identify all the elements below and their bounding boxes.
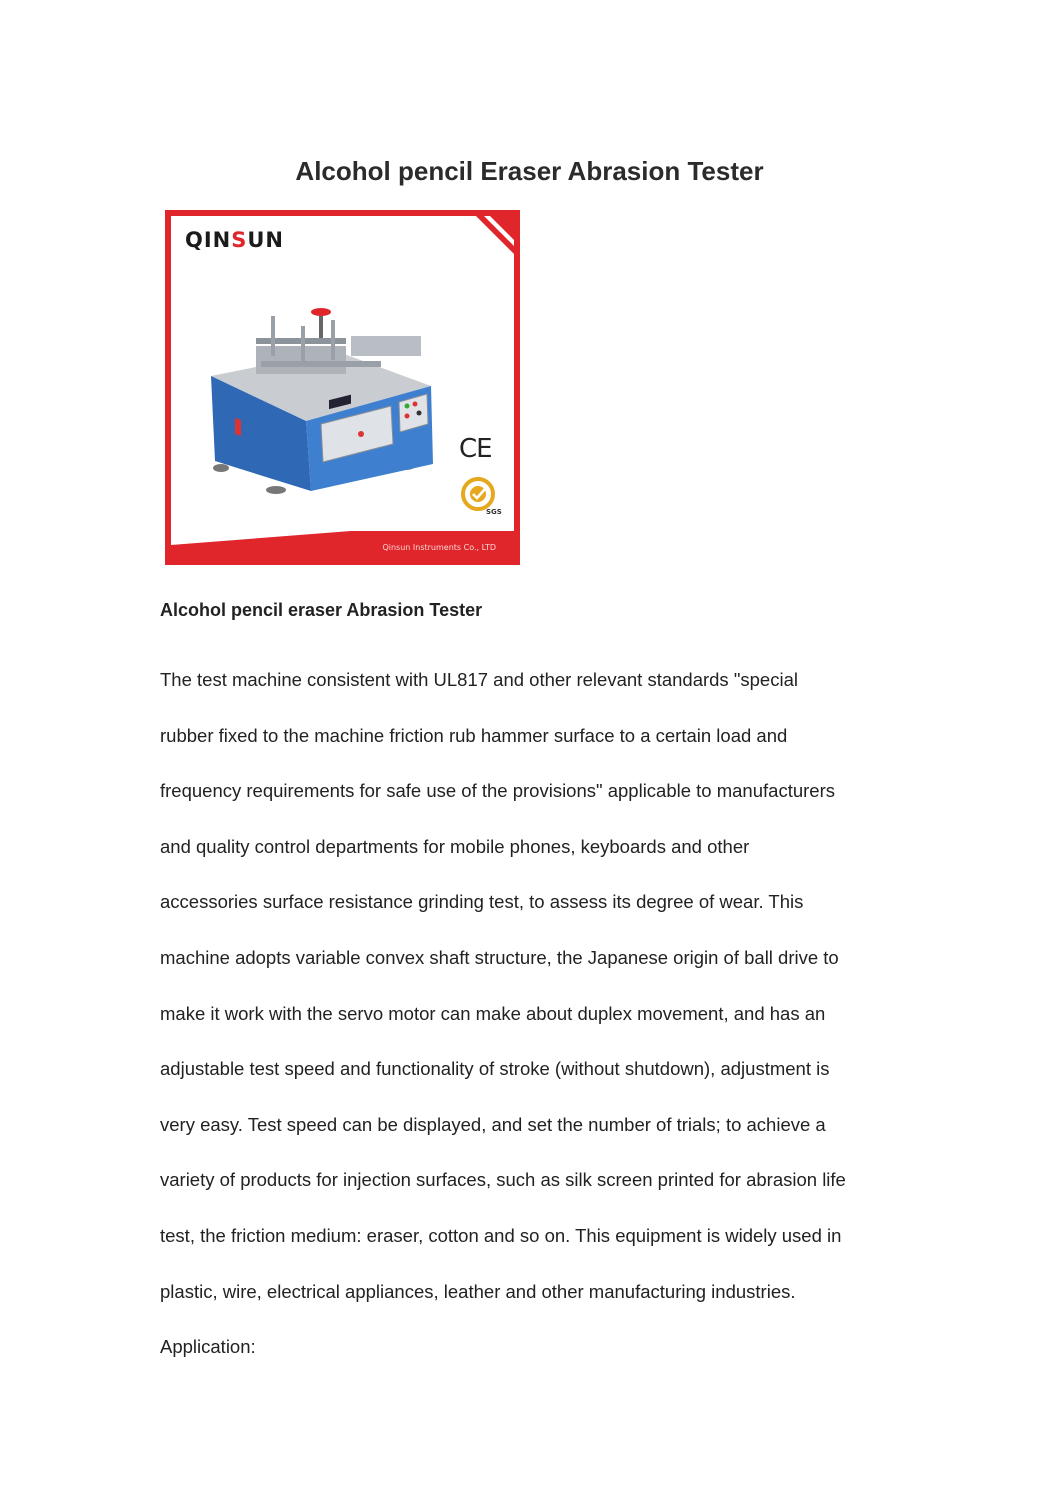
body-line: very easy. Test speed can be displayed, and set the number of trials; to achieve a [160, 1113, 826, 1135]
body-line: rubber fixed to the machine friction rub hammer surface to a certain load and [160, 724, 788, 746]
body-line: test, the friction medium: eraser, cotton and so on. This equipment is widely used in [160, 1224, 842, 1246]
body-line: accessories surface resistance grinding test, to assess its degree of wear. This [160, 891, 804, 913]
body-paragraph [160, 652, 920, 1375]
body-line: and quality control departments for mobile phones, keyboards and other [160, 835, 750, 857]
page-title: Alcohol pencil Eraser Abrasion Tester [295, 156, 764, 186]
sgs-badge-icon [458, 474, 502, 518]
section-heading: Alcohol pencil eraser Abrasion Tester [160, 600, 483, 620]
body-line: variety of products for injection surfaces, such as silk screen printed for abrasion life [160, 1169, 846, 1191]
brand-logo: QINSUN [185, 228, 285, 252]
ce-mark: CE [459, 434, 492, 464]
abrasion-tester-machine-illustration [201, 306, 441, 506]
svg-text:SGS: SGS [486, 508, 502, 516]
footer-company-name: Qinsun Instruments Co., LTD [382, 543, 496, 552]
corner-triangle-icon [470, 216, 514, 260]
body-line: The test machine consistent with UL817 and other relevant standards "special [160, 669, 798, 690]
body-line: adjustable test speed and functionality of stroke (without shutdown), adjustment is [160, 1058, 830, 1080]
product-image [165, 210, 520, 565]
body-line: make it work with the servo motor can make about duplex movement, and has an [160, 1002, 826, 1024]
body-line: Application: [160, 1336, 256, 1358]
body-line: plastic, wire, electrical appliances, leather and other manufacturing industries. [160, 1280, 796, 1302]
body-line: machine adopts variable convex shaft structure, the Japanese origin of ball drive to [160, 946, 839, 968]
body-line: frequency requirements for safe use of the provisions" applicable to manufacturers [160, 780, 835, 802]
